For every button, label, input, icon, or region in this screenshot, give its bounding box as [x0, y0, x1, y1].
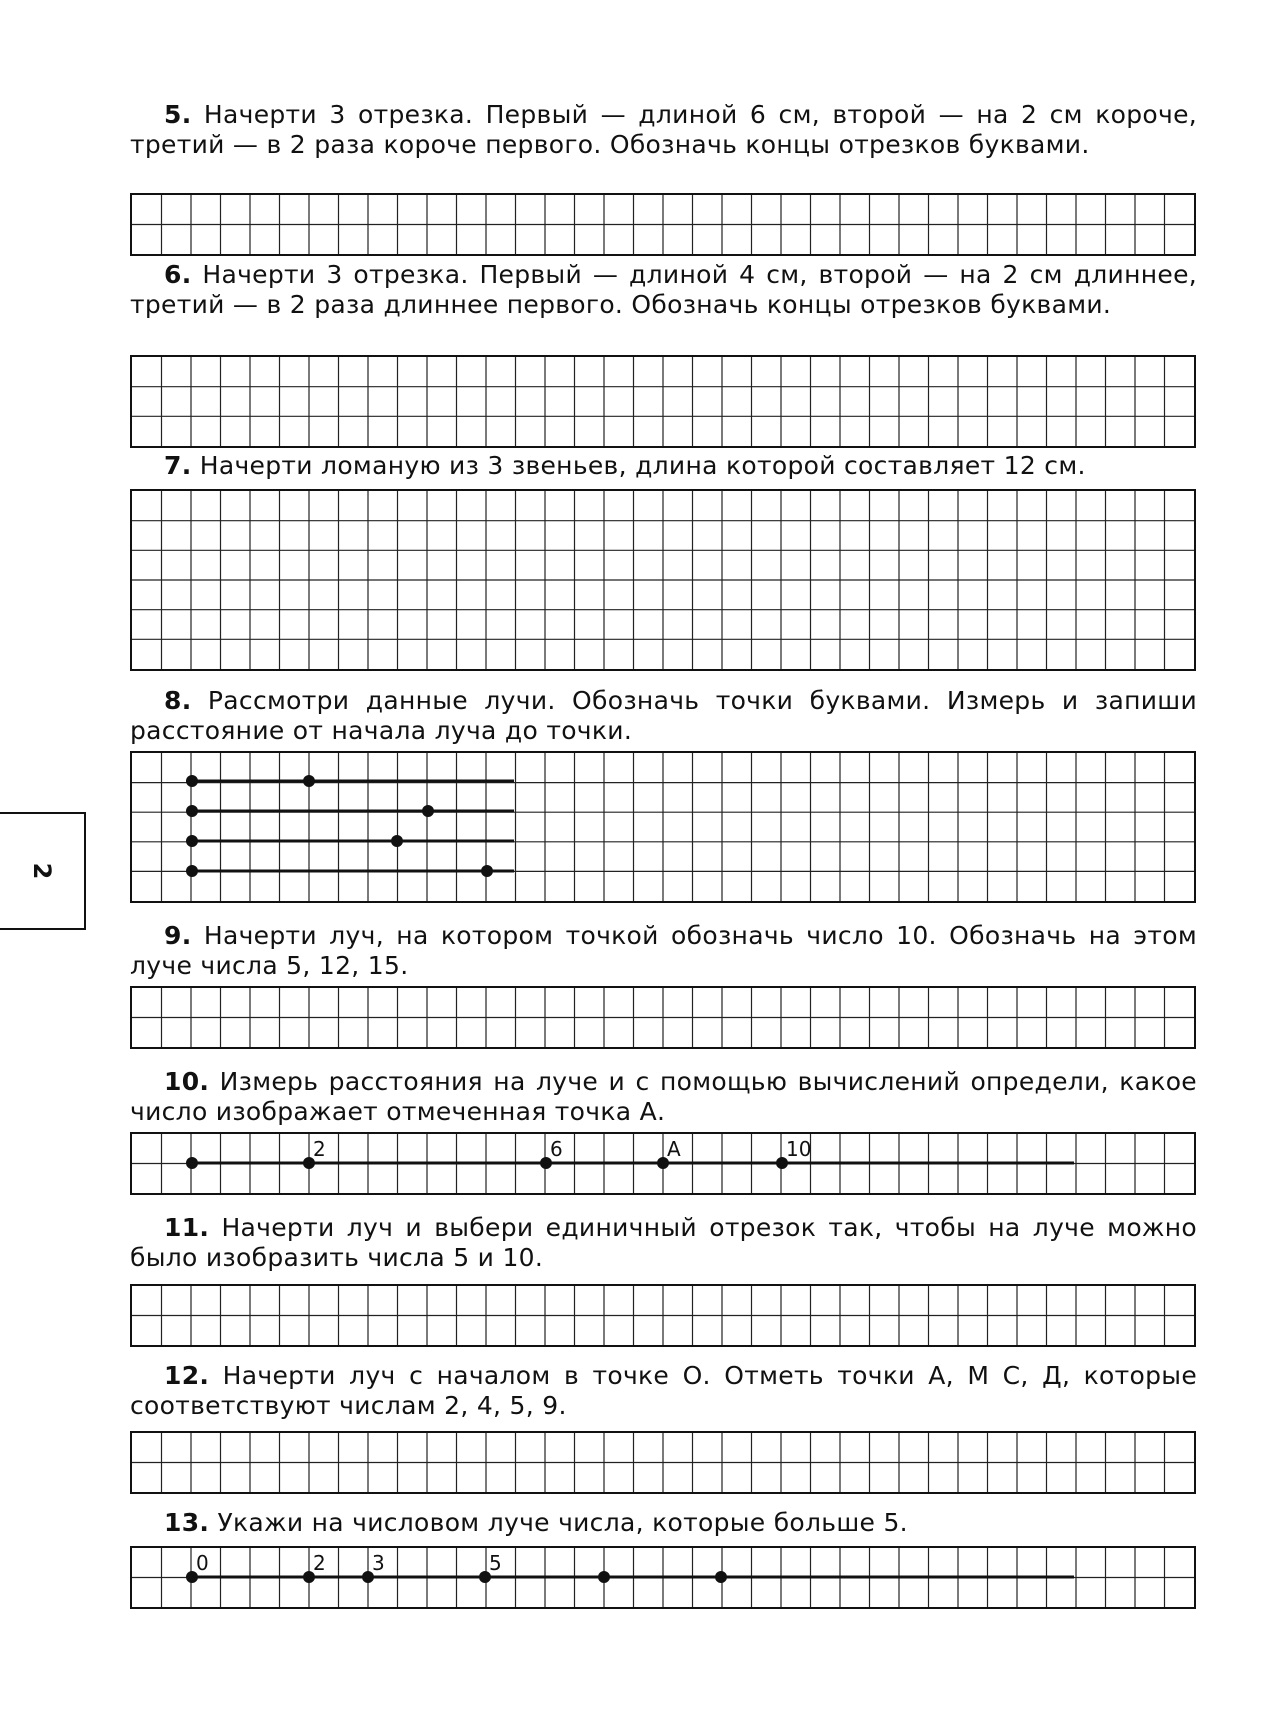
grid-lines: [132, 357, 1194, 446]
task-number: 7.: [164, 451, 192, 480]
label-0: 0: [196, 1551, 209, 1575]
task-number: 5.: [164, 100, 192, 129]
rays-drawing: [132, 753, 1194, 900]
task-text: Начерти луч, на котором точкой обозначь число 10. Обозначь на этом луче числа 5, 12, 15.: [130, 921, 1198, 980]
grid-task-13[interactable]: [130, 1546, 1196, 1609]
grid-lines: [132, 1433, 1194, 1492]
grid-lines: [132, 1286, 1194, 1345]
task-11: [130, 1213, 1197, 1273]
task-text: Рассмотри данные лучи. Обозначь точки буквами. Измерь и запиши расстояние от начала луча до точки.: [130, 686, 1197, 745]
task-text: Начерти 3 отрезка. Первый — длиной 6 см, второй — на 2 см короче, третий — в 2 раза короче первого. Обозначь концы отрезков буквами.: [130, 100, 1197, 159]
grid-task-11[interactable]: [130, 1284, 1196, 1347]
ray-2-start-point: [188, 807, 197, 816]
label-2: 2: [313, 1551, 326, 1575]
task-9: [130, 921, 1197, 981]
task-text: Укажи на числовом луче числа, которые больше 5.: [217, 1508, 908, 1537]
task-number: 13.: [164, 1508, 210, 1537]
task-number: 11.: [164, 1213, 210, 1242]
point-7: [600, 1573, 609, 1582]
grid-task-10[interactable]: [130, 1132, 1196, 1195]
label-a: А: [667, 1137, 681, 1161]
task-5: [130, 100, 1197, 160]
ray-1-start-point: [188, 777, 197, 786]
task-text: Начерти луч с началом в точке О. Отметь точки А, М С, Д, которые соответствуют числам 2, 4, 5, 9.: [130, 1361, 1197, 1420]
task-10: [130, 1067, 1197, 1127]
task-text: Начерти ломаную из 3 звеньев, длина которой составляет 12 см.: [199, 451, 1086, 480]
number-ray-task-10: [132, 1134, 1194, 1190]
task-text: Начерти луч и выбери единичный отрезок так, чтобы на луче можно было изобразить числа 5 и 10.: [130, 1213, 1197, 1272]
grid-task-6[interactable]: [130, 355, 1196, 448]
grid-task-12[interactable]: [130, 1431, 1196, 1494]
point-9: [717, 1573, 726, 1582]
task-text: Измерь расстояния на луче и с помощью вычислений определи, какое число изображает отмеченная точка А.: [130, 1067, 1197, 1126]
page-number-tab: [0, 812, 86, 930]
grid-task-9[interactable]: [130, 986, 1196, 1049]
task-number: 8.: [164, 686, 192, 715]
label-10: 10: [786, 1137, 812, 1161]
task-8: [130, 686, 1197, 746]
label-2: 2: [313, 1137, 326, 1161]
task-6: [130, 260, 1197, 320]
grid-lines: [132, 491, 1194, 669]
ray-start-point: [188, 1159, 197, 1168]
grid-task-8[interactable]: [130, 751, 1196, 903]
task-12: [130, 1361, 1197, 1421]
task-number: 12.: [164, 1361, 210, 1390]
task-number: 9.: [164, 921, 192, 950]
number-ray-task-13: [132, 1548, 1194, 1604]
task-text: Начерти 3 отрезка. Первый — длиной 4 см, второй — на 2 см длиннее, третий — в 2 раза длиннее первого. Обозначь концы отрезков буквами.: [130, 260, 1198, 319]
task-number: 6.: [164, 260, 192, 289]
grid-lines: [132, 195, 1194, 254]
ray-2-point: [424, 807, 433, 816]
label-6: 6: [550, 1137, 563, 1161]
label-3: 3: [372, 1551, 385, 1575]
label-5: 5: [489, 1551, 502, 1575]
grid-task-5[interactable]: [130, 193, 1196, 256]
ray-4-point: [483, 867, 492, 876]
ray-3-start-point: [188, 837, 197, 846]
ray-1-point: [305, 777, 314, 786]
task-7: [130, 451, 1197, 481]
grid-task-7[interactable]: [130, 489, 1196, 671]
ray-3-point: [393, 837, 402, 846]
task-13: [130, 1508, 1197, 1538]
task-number: 10.: [164, 1067, 210, 1096]
page-number: 2: [28, 862, 56, 880]
grid-lines: [132, 988, 1194, 1047]
ray-4-start-point: [188, 867, 197, 876]
